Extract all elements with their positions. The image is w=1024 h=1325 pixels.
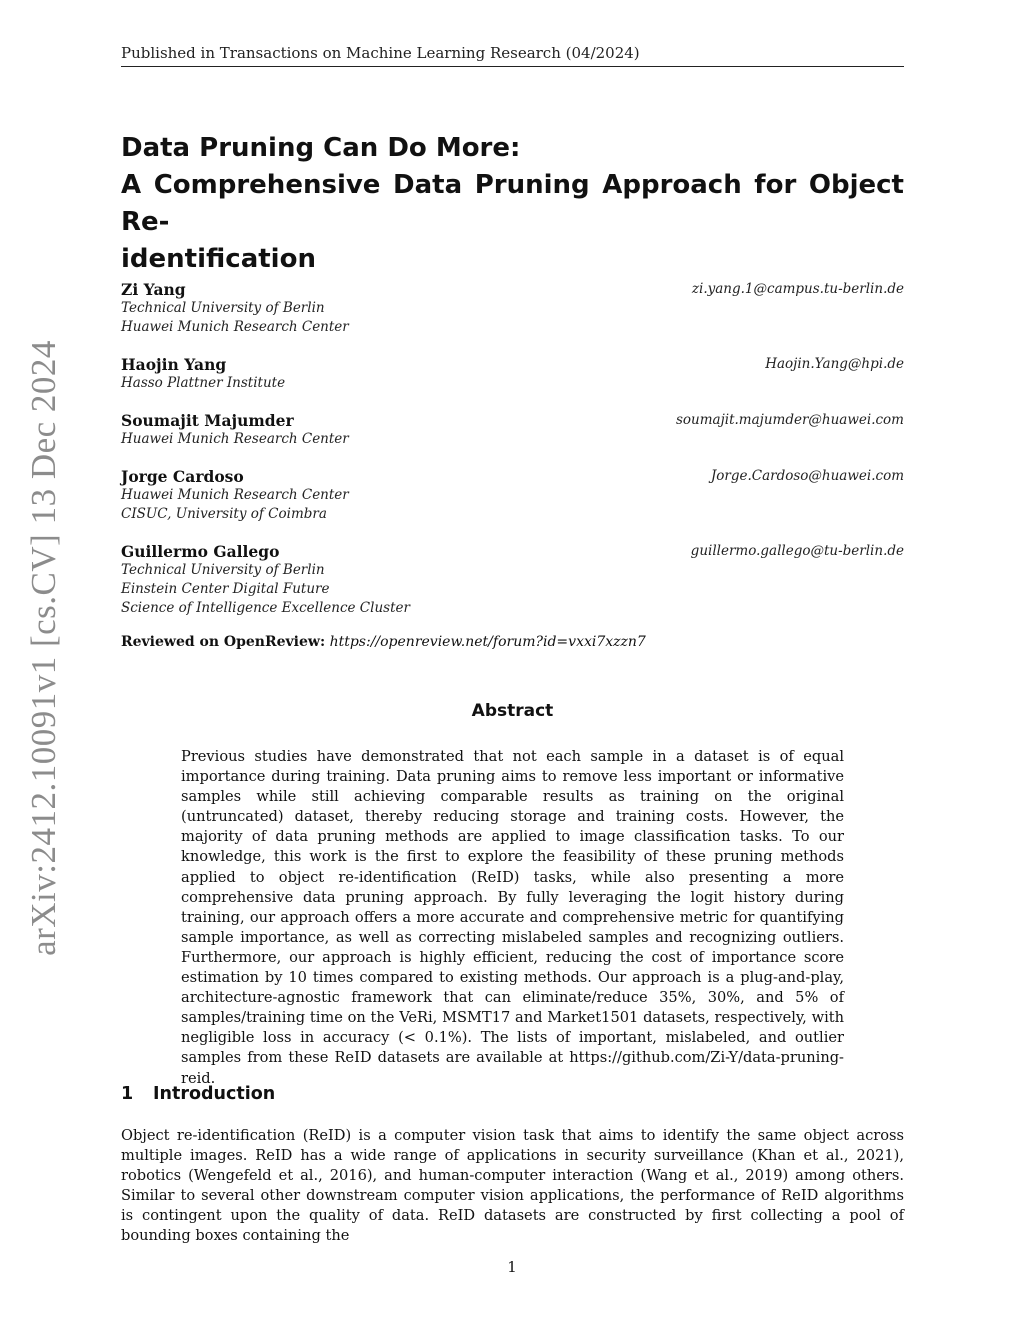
author-email[interactable]: guillermo.gallego@tu-berlin.de <box>690 543 904 559</box>
openreview-line <box>121 633 904 652</box>
author-affiliation: Hasso Plattner Institute <box>121 375 286 391</box>
running-head: Published in Transactions on Machine Learning Research (04/2024) <box>121 44 904 67</box>
author-affiliation: Technical University of Berlin <box>121 562 325 578</box>
author-name: Haojin Yang <box>121 355 227 374</box>
openreview-label: Reviewed on OpenReview: <box>121 634 326 650</box>
section-title: Introduction <box>153 1084 276 1104</box>
author-email[interactable]: zi.yang.1@campus.tu-berlin.de <box>691 281 904 297</box>
author-affiliation: Technical University of Berlin <box>121 300 325 316</box>
author-block <box>121 355 904 393</box>
author-affiliation: CISUC, University of Coimbra <box>121 506 327 522</box>
page-number: 1 <box>507 1258 517 1276</box>
author-block <box>121 467 904 524</box>
introduction-text: Object re-identification (ReID) is a computer vision task that aims to identify the same object across multiple images. ReID has a wide range of applications in security surveillance (Khan et al., 2021), robotics (Wengefeld et al., 2016), and human-computer interaction (Wang et al., 2019) among others. Similar to several other downstream computer vision applications, the performance of ReID algorithms is contingent upon the quality of data. ReID datasets are constructed by first collecting a pool of bounding boxes containing the <box>121 1127 904 1245</box>
abstract-text: Previous studies have demonstrated that not each sample in a dataset is of equal importance during training. Data pruning aims to remove less important or informative samples while still achieving comparable results as training on the original (untruncated) dataset, thereby reducing storage and training costs. However, the majority of data pruning methods are applied to image classification tasks. To our knowledge, this work is the first to explore the feasibility of these pruning methods applied to object re-identification (ReID) tasks, while also presenting a more comprehensive data pruning approach. By fully leveraging the logit history during training, our approach offers a more accurate and comprehensive metric for quantifying sample importance, as well as correcting mislabeled samples and recognizing outliers. Furthermore, our approach is highly efficient, reducing the cost of importance score estimation by 10 times compared to existing methods. Our approach is a plug-and-play, architecture-agnostic framework that can eliminate/reduce 35%, 30%, and 5% of samples/training time on the VeRi, MSMT17 and Market1501 datasets, respectively, with negligible loss in accuracy (< 0.1%). The lists of important, mislabeled, and outlier samples from these ReID datasets are available at https://github.com/Zi-Y/data-pruning-reid. <box>181 748 844 1087</box>
author-block <box>121 411 904 449</box>
paper-title <box>121 130 904 278</box>
author-email[interactable]: Jorge.Cardoso@huawei.com <box>710 468 904 484</box>
openreview-link[interactable]: https://openreview.net/forum?id=vxxi7xzzn7 <box>329 634 646 650</box>
author-affiliation: Science of Intelligence Excellence Cluster <box>121 600 410 616</box>
section-number: 1 <box>121 1084 134 1104</box>
title-line-1: Data Pruning Can Do More: <box>121 133 521 163</box>
author-name: Zi Yang <box>121 280 186 299</box>
author-block <box>121 542 904 618</box>
author-email[interactable]: Haojin.Yang@hpi.de <box>765 356 904 372</box>
section-heading-introduction <box>121 1083 904 1105</box>
author-name: Guillermo Gallego <box>121 542 280 561</box>
title-line-3: identification <box>121 244 316 274</box>
author-email[interactable]: soumajit.majumder@huawei.com <box>675 412 904 428</box>
author-affiliation: Huawei Munich Research Center <box>121 319 349 335</box>
author-block <box>121 280 904 337</box>
author-affiliation: Huawei Munich Research Center <box>121 487 349 503</box>
author-name: Soumajit Majumder <box>121 411 294 430</box>
author-name: Jorge Cardoso <box>121 467 244 486</box>
title-line-2: A Comprehensive Data Pruning Approach for Object Re- <box>121 170 904 237</box>
abstract-heading: Abstract <box>471 701 554 721</box>
author-affiliation: Huawei Munich Research Center <box>121 431 349 447</box>
arxiv-stamp: arXiv:2412.10091v1 [cs.CV] 13 Dec 2024 <box>24 340 63 956</box>
author-affiliation: Einstein Center Digital Future <box>121 581 330 597</box>
